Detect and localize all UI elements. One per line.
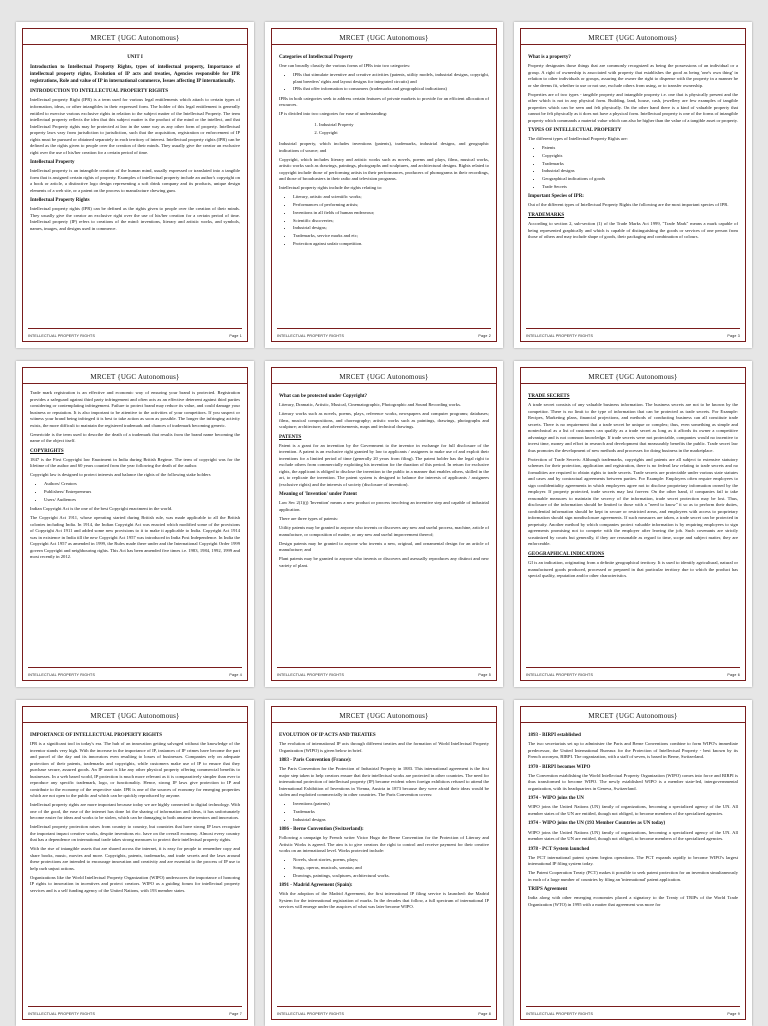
page-header: MRCET {UGC Autonomous}	[90, 373, 180, 381]
section-heading: PATENTS	[279, 434, 302, 440]
list-item: • Authors/ Creators	[44, 481, 240, 488]
paragraph: Law Sec 2(1)(j) 'Invention' means a new product or process involving an inventive step and capable of industrial application.	[279, 500, 489, 512]
page-body	[30, 729, 240, 1001]
paragraph: The Copyright Act 1911, whose operating started during British rule, was made applicable to all the British colonies including India. In 1914, the Indian Copyright Act was enacted which modified some of the provisions of Copyright Act 1911 and added some new provisions to it to make it applicable to India. Copyright Act 1914 was in existence in India till the new Copyright Act 1957 was introduced in India Post Independence. In India the Copyright Act 1957 as amended in 1999, the Rules made there under and the International Copyright Order 1999 govern Copyright and neighbouring rights. This Act has been amended five times i.e. 1983, 1984, 1992, 1999 and most recently in 2012.	[30, 515, 240, 560]
page-border	[520, 367, 746, 681]
section-heading: Introduction to Intellectual Property Rights, types of intellectual property, Importance of intellectual property rights, Evolution of IP acts and treaties, Agencies responsible for IPR registrations, Role and value of IP in international commerce, Issues affecting IP internationally.	[30, 65, 240, 85]
page-border	[520, 706, 746, 1020]
paragraph: Utility patents may be granted to anyone who invents or discovers any new and useful process, machine, article of manufacture, or composition of matter, or any new and useful improvement thereof;	[279, 525, 489, 537]
footer-title: INTELLECTUAL PROPERTY RIGHTS	[28, 673, 96, 677]
page-number: Page 3	[727, 334, 740, 338]
section-heading: 1970 - BIRPI becomes WIPO	[528, 764, 591, 770]
paragraph: Trade mark registration is an effective and economic way of ensuring your brand is protected. Registration provides a safeguard against third party infringement and often acts as an effective deterrent against third parties considering or contemplating infringement. Failure to protect brand may reduce its value, and could damage your business or reputation. It is also important to be attentive to the activities of your competitors. If you suspect or witness your brand being infringed it is best to take action as soon as possible. The longer the infringing activity exists, the more difficult to maintain the registered trademark and chances of trademark becoming generic.	[30, 390, 240, 428]
paragraph: With the adoption of the Madrid Agreement, the first international IP filing service is launched: the Madrid System for the international registration of marks. In the decades that follow, a full spectrum of international IP services will emerge under the auspices of what was later become WIPO.	[279, 891, 489, 910]
paragraph: Genericide is the term used to describe the death of a trademark that results from the brand name becoming the name of the object itself.	[30, 431, 240, 444]
document-page[interactable]	[16, 700, 254, 1026]
header-rule	[272, 44, 496, 45]
section-heading: 1974 - WIPO joins the UN	[528, 796, 584, 802]
footer-title: INTELLECTUAL PROPERTY RIGHTS	[526, 673, 594, 677]
list-item: • Trademarks, service marks and etc;	[293, 233, 489, 240]
document-page[interactable]	[16, 361, 254, 687]
page-body	[528, 390, 738, 662]
paragraph: Out of the different types of Intellectual Property Rights the following are the most important species of IPR.	[528, 202, 729, 208]
section-heading: Intellectual Property Rights	[30, 198, 90, 204]
page-border	[271, 706, 497, 1020]
list-item: • Industrial designs	[293, 817, 489, 824]
header-rule	[272, 383, 496, 384]
page-body	[279, 729, 489, 1001]
paragraph: Property designates those things that are commonly recognized as being the possessions of an individual or a group. A right of ownership is associated with property that establishes the good as being 'one's own thing' in relation to other individuals or groups, assuring the owner the right to dispense with the property in a manner he or she deems fit, whether to use or not use, exclude others from using, or to transfer ownership.	[528, 63, 738, 88]
list-item: • Geographical indications of goods	[542, 176, 738, 183]
section-heading: What is a property?	[528, 55, 571, 60]
paragraph: India along with other emerging economies placed a signatory to the Treaty of TRIPs of the World Trade Organization (WTO) in 1995 with a matter that agreement was more for	[528, 895, 738, 907]
bullet-list	[279, 801, 489, 823]
paragraph: The Paris Convention for the Protection of Industrial Property in 1883. This international agreement is the first major step taken to help creators ensure that their intellectual works are protected in other countries. The need for international protection of intellectual property (IP) became evident when foreign exhibitors refused to attend the International Exhibition of Inventions in Vienna, Austria in 1873 because they were afraid their ideas would be stolen and exploited commercially in other countries. The Paris Convention covers:	[279, 766, 489, 798]
bullet-list	[528, 145, 738, 190]
paragraph: Intellectual property rights (IPR) can be defined as the rights given to people over the creation of their minds. They usually give the creator an exclusive right over the use of his/her creation for a certain period of time. Intellectual property (IP) refers to creations of the mind: inventions, literary and artistic works, and symbols, names, images, and designs used in commerce.	[30, 206, 240, 231]
section-heading: 1891 - Madrid Agreement (Spain):	[279, 883, 353, 889]
page-footer	[277, 667, 491, 677]
footer-title: INTELLECTUAL PROPERTY RIGHTS	[277, 1012, 345, 1016]
page-number: Page 5	[478, 673, 491, 677]
list-item: • Performances of performing artists;	[293, 202, 489, 209]
list-item: • Literary, artistic and scientific works;	[293, 194, 489, 201]
page-number: Page 1	[229, 334, 242, 338]
numbered-list	[279, 122, 489, 136]
page-header: MRCET {UGC Autonomous}	[339, 34, 429, 42]
paragraph: Plant patents may be granted to anyone who invents or discovers and asexually reproduces any distinct and new variety of plant.	[279, 556, 489, 568]
list-item: • IPRs that stimulate inventive and creative activities (patents, utility models, industrial designs, copyright, plant breeders' rights and layout designs for integrated circuits) and	[293, 72, 489, 85]
paragraph: Indian Copyright Act is the one of the best Copyright enactment in the world.	[30, 506, 173, 512]
section-heading: What can be protected under Copyright?	[279, 394, 368, 399]
page-header: MRCET {UGC Autonomous}	[339, 712, 429, 720]
paragraph: Literary, Dramatic, Artistic, Musical, Cinematographic, Photographic and Sound Recording works.	[279, 402, 462, 408]
footer-title: INTELLECTUAL PROPERTY RIGHTS	[277, 673, 345, 677]
section-heading: 1883 - Paris Convention (France):	[279, 758, 352, 764]
page-footer	[526, 328, 740, 338]
paragraph: Copyright, which includes literary and artistic works such as novels, poems and plays, films, musical works, artistic works such as drawings, paintings, photographs and sculptures, and architectural designs. Rights related to copyright include those of performing artists in their performances, producers of phonograms in their recordings, and those of broadcasters in their radio and television programs.	[279, 156, 489, 182]
paragraph: Intellectual property is an intangible creation of the human mind, usually expressed or translated into a tangible form that is assigned certain rights of property. Examples of intellectual property include an author's copyright on a book or article, a distinctive logo design representing a soft drink company and its products, unique design elements of a web site, or a patent on the process to manufacture chewing gum.	[30, 168, 240, 193]
paragraph: Following a campaign by French writer Victor Hugo the Berne Convention for the Protection of Literary and Artistic Works is agreed. The aim is to give creators the right to control and receive payment for their creative works on an international level. Works protected include:	[279, 835, 489, 854]
list-item: • Novels, short stories, poems, plays;	[293, 857, 489, 864]
page-border	[271, 28, 497, 342]
section-heading: INTRODUCTION TO INTELLECTUAL PROPERTY RIGHTS	[30, 89, 169, 95]
page-number: Page 7	[229, 1012, 242, 1016]
paragraph: There are three types of patents:	[279, 515, 339, 521]
paragraph: Copyright law is designed to protect interests and balance the rights of the following stake holders	[30, 472, 211, 478]
paragraph: WIPO joins the United Nations (UN) family of organizations, becoming a specialized agency of the UN. All member states of the UN are entitled, though not obliged, to become members of the specialized agencies.	[528, 804, 738, 816]
page-footer	[28, 1006, 242, 1016]
list-item: • Trademarks	[542, 161, 738, 168]
document-page[interactable]	[16, 22, 254, 348]
paragraph: Intellectual property rights are more important because today we are highly connected to digital technology. With one of the good, the ease of the internet has done lot the sharing of information and ideas, it has unfortunately become easier for ideas and works to be stolen, which can be damaging to both amateur inventors and innovators.	[30, 802, 240, 821]
page-footer	[526, 667, 740, 677]
paragraph: The Convention establishing the World Intellectual Property Organization (WIPO) comes into force and BIRPI is thus transformed to become WIPO. The newly established WIPO is a member state-led, intergovernmental organization, with its headquarters in Geneva, Switzerland.	[528, 772, 738, 791]
paragraph: 1847 is the First Copyright law Enactment in India during British Regime. The term of copyright was for the lifetime of the author and 60 years counted from the year following the death of the author.	[30, 456, 240, 469]
section-heading: TRADEMARKS	[528, 212, 565, 218]
list-item: • Copyrights	[542, 153, 738, 160]
page-body	[30, 51, 240, 323]
header-rule	[23, 722, 247, 723]
section-heading: TRADE SECRETS	[528, 394, 570, 399]
page-number: Page 8	[478, 1012, 491, 1016]
list-item: • Inventions in all fields of human endeavour;	[293, 210, 489, 217]
page-number: Page 2	[478, 334, 491, 338]
page-border	[22, 367, 248, 681]
list-item: • Inventions (patents)	[293, 801, 489, 808]
page-header: MRCET {UGC Autonomous}	[588, 373, 678, 381]
section-heading: 1974 - WIPO joins the UN (193 Member Countries as UN today)	[528, 821, 666, 827]
header-rule	[521, 44, 745, 45]
list-item: • Trade Secrets	[542, 184, 738, 191]
paragraph: The Patent Cooperation Treaty (PCT) makes it possible to seek patent protection for an invention simultaneously in each of a large number of countries by filing an 'international' patent application.	[528, 870, 738, 882]
section-heading: COPYRIGHTS	[30, 448, 64, 454]
paragraph: The evolution of international IP acts through different treaties and the formation of World Intellectual Property Organization (WIPO) is given below in brief.	[279, 741, 489, 753]
list-item: • Patents	[542, 145, 738, 152]
page-body	[279, 51, 489, 323]
paragraph: Properties are of two types - tangible property and intangible property i.e. one that is physically present and the other which is not in any physical form. Building, land, house, cash, jewellery are few examples of tangible properties which can be seen and felt physically. On the other hand there is a kind of valuable property that cannot be felt physically as it does not have a physical form. Intellectual property is one of the forms of intangible property which commands a material value which can also be higher than the value of a tangible asset or property.	[528, 91, 738, 123]
page-footer	[28, 328, 242, 338]
header-rule	[521, 383, 745, 384]
page-body	[30, 390, 240, 662]
document-page[interactable]	[265, 22, 503, 348]
page-border	[22, 706, 248, 1020]
page-footer	[28, 667, 242, 677]
footer-title: INTELLECTUAL PROPERTY RIGHTS	[526, 1012, 594, 1016]
paragraph: Literary works such as novels, poems, plays, reference works, newspapers and computer programs; databases; films, musical compositions, and choreography; artistic works such as paintings, drawings, photographs and sculpture; architecture; and advertisements, maps and technical drawings.	[279, 411, 489, 430]
footer-title: INTELLECTUAL PROPERTY RIGHTS	[526, 334, 594, 338]
list-item: • Drawings, paintings, sculptures, architectural works.	[293, 873, 489, 880]
page-border	[271, 367, 497, 681]
page-number: Page 6	[727, 673, 740, 677]
header-rule	[521, 722, 745, 723]
paragraph: A trade secret consists of any valuable business information. The business secrets are not to be known by the competitor. There is no limit to the type of information that can be protected as trade secrets. For Example: Recipes, Marketing plans, financial projections, and methods of conducting business can all constitute trade secrets. There is no requirement that a trade secret be unique or complex; thus, even something as simple and nontechnical as a list of customers can qualify as a trade secret as long as it affords its owner a competitive advantage and is not common knowledge. If trade secrets were not protectable, companies would no incentive to invest time, money and effort in research and development that measurably benefits the public. Trade secret law thus promotes the development of new methods and processes for doing business in the marketplace.	[528, 402, 738, 453]
section-heading: EVOLUTION OF IP ACTS AND TREATIES	[279, 733, 376, 738]
list-item: • Publishers/ Entrepreneurs	[44, 489, 240, 496]
footer-title: INTELLECTUAL PROPERTY RIGHTS	[28, 334, 96, 338]
document-page[interactable]	[265, 700, 503, 1026]
page-border	[22, 28, 248, 342]
list-item: 1. Industrial Property	[319, 122, 489, 129]
header-rule	[272, 722, 496, 723]
paragraph: With the rise of intangible assets that are shared across the internet, it is easy for people to remember copy and share books, music, movies and more. Copyrights, patents, trademarks, and trade secrets and the laws around these protections are intended to encourage innovation and creativity and are essential to the process of IP use to help curb unjust actions.	[30, 846, 240, 871]
page-number: Page 9	[727, 1012, 740, 1016]
list-item: • Protection against unfair competition.	[293, 241, 489, 248]
bullet-list	[279, 857, 489, 879]
list-item: • Trademarks	[293, 809, 489, 816]
section-heading: TYPES OF INTELLECTUAL PROPERTY	[528, 128, 622, 134]
page-border	[520, 28, 746, 342]
paragraph: Organizations like the World Intellectual Property Organization (WIPO) underscores the importance of honoring IP rights to innovation in incentives and protect creators. WIPO as a guiding forum for intellectual property services and is a self funding agency of the United Nations, with 193 member states.	[30, 874, 240, 893]
section-heading: Categories of Intellectual Property	[279, 55, 353, 60]
paragraph: Protection of Trade Secrets: Although trademarks, copyrights and patents are all subject to extensive statutory schemes for their protection, application and registration, there is no federal law relating to trade secrets and no formalities are required to obtain rights to trade secrets. Trade secrets are protectable under various state statutes and cases and by contractual agreements between parties. For Example: Employers often require employees to sign confidentiality agreements in which employees agree not to disclose proprietary information owned by the employer. If property protected, trade secrets may last forever. On the other hand, if companies fail to take reasonable measures to maintain the secrecy of the information, trade secret protection may be lost. Thus, disclosure of the information should be limited to those with a "need to know" it so as to perform their duties, confidential information should be kept in secure or restricted areas, and employees with access to proprietary information should sign nondisclosure agreements. If such measures are taken, a trade secret can be protected in perpetuity. Another method by which companies protect valuable information is by requiring employees to sign agreements promising not to compete with the employer after leaving the job. Such covenants are strictly scrutinized by courts but generally, if they are reasonable as regard to time, scope and subject matter, they are enforceable.	[528, 456, 738, 547]
section-heading: Meaning of 'Invention' under Patent	[279, 492, 357, 498]
paragraph: The PCT international patent system begins operations. The PCT expands rapidly to become WIPO's largest international IP filing system today.	[528, 854, 738, 867]
section-heading: TRIPS Agreement	[528, 887, 568, 893]
paragraph: Intellectual property rights include the rights relating to:	[279, 185, 383, 191]
page-header: MRCET {UGC Autonomous}	[339, 373, 429, 381]
list-item: • IPRs that offer information to consumers (trademarks and geographical indications)	[293, 86, 489, 93]
paragraph: IP is divided into two categories for ease of understanding:	[279, 111, 388, 117]
paragraph: According to section 2, sub-section (1) of the Trade Marks Act 1999, "Trade Mark" means a mark capable of being represented graphically and which is capable of distinguishing the goods or services of one person from those of others and may include shape of goods, their packaging and combination of colours.	[528, 221, 738, 240]
section-heading: Intellectual Property	[30, 160, 75, 166]
document-page[interactable]	[265, 361, 503, 687]
list-item: • Users/ Audiences	[44, 497, 240, 504]
paragraph: Industrial property, which includes inventions (patents), trademarks, industrial designs, and geographic indications of source; and	[279, 141, 489, 153]
page-body	[279, 390, 489, 662]
paragraph: The different types of Intellectual Property Rights are:	[528, 136, 628, 142]
page-footer	[277, 1006, 491, 1016]
paragraph: GI is an indication, originating from a definite geographical territory. It is used to identify agricultural, natural or manufactured goods produced, processed or prepared in that particular territory due to which the product has special quality, reputation and/or other characteristics.	[528, 560, 738, 579]
list-item: • Industrial designs	[542, 168, 738, 175]
page-footer	[526, 1006, 740, 1016]
bullet-list	[30, 481, 240, 503]
section-heading: Important Species of IPR:	[528, 194, 584, 200]
page-header: MRCET {UGC Autonomous}	[588, 34, 678, 42]
list-item: • Songs, operas, musicals, sonatas; and	[293, 865, 489, 872]
section-heading: 1886 - Berne Convention (Switzerland):	[279, 827, 364, 833]
section-heading: GEOGRAPHICAL INDICATIONS	[528, 551, 605, 557]
paragraph: One can broadly classify the various forms of IPRs into two categories:	[279, 63, 411, 69]
list-item: 2. Copyright	[319, 130, 489, 137]
document-page[interactable]	[514, 22, 752, 348]
paragraph: The two secretariats set up to administer the Paris and Berne Conventions combine to form WIPO's immediate predecessor, the United International Bureaux for the Protection of Intellectual Property - best known by its French acronym, BIRPI. The organization, with a staff of seven, is based in Berne, Switzerland.	[528, 741, 738, 760]
section-heading: IMPORTANCE OF INTELLECTUAL PROPERTY RIGHTS	[30, 733, 162, 738]
page-header: MRCET {UGC Autonomous}	[90, 712, 180, 720]
page-header: MRCET {UGC Autonomous}	[90, 34, 180, 42]
list-item: • Scientific discoveries;	[293, 218, 489, 225]
list-item: • Industrial designs;	[293, 225, 489, 232]
section-heading: UNIT I	[127, 55, 143, 60]
paragraph: Intellectual property Right (IPR) is a term used for various legal entitlements which attach to certain types of information, ideas, or other intangibles in their expressed form. The holder of this legal entitlement is generally entitled to exercise various exclusive rights in relation to the subject matter of the Intellectual Property. The term intellectual property reflects the idea that this subject matter is the product of the mind or the intellect, and that Intellectual Property rights may be protected at law in the same way as any other form of property. Intellectual property laws vary from jurisdiction to jurisdiction, such that the acquisition, registration or enforcement of IP rights must be pursued or obtained separately in each territory of interest. Intellectual property rights (IPR) can be defined as the rights given to people over the creation of their minds. They usually give the creator an exclusive right over the use of his/her creation for a certain period of time.	[30, 97, 240, 155]
page-body	[528, 729, 738, 1001]
bullet-list	[279, 194, 489, 247]
header-rule	[23, 383, 247, 384]
footer-title: INTELLECTUAL PROPERTY RIGHTS	[277, 334, 345, 338]
paragraph: IPR is a significant tool in today's era. The hub of an innovation getting salvaged without the knowledge of the inventor stands very high. With the increase in the importance of IP, instances of IP crimes have become the part and parcel of the day and its innovators even resulting to losses of businesses. Companies rely on adequate protection of their patents, trademarks and copyrights, while customers make use of IP to ensure that they purchase secure, assured goods. An IP asset is like any other physical property offering commercial benefits to businesses. In a web based world, IP protection is much more relevant as it is comparatively simpler than ever to reproduce any specific trademark, logo, or functionality. Hence, strong IP laws give protection to IP and contribute to the economy of the respective state. IPR is one of the sources of economy for emerging properties which are not open to the public and which can be quickly reproduced by anyone.	[30, 741, 240, 799]
paragraph: Patent is a grant for an invention by the Government to the inventor in exchange for full disclosure of the invention. A patent is an exclusive right granted by law to applicants / assignees to make use of and exploit their inventions for a limited period of time (generally 20 years from filing). The patent holder has the legal right to exclude others from commercially exploiting his invention for the duration of this period. In return for exclusive rights, the applicant is obliged to disclose the invention to the public in a manner that enables others, skilled in the art, to replicate the invention. The patent system is designed to balance the interests of applicants / assignees (exclusive rights) and the interests of society (disclosure of invention).	[279, 442, 489, 487]
section-heading: 1893 - BIRPI established	[528, 733, 581, 738]
bullet-list	[279, 72, 489, 93]
page-header: MRCET {UGC Autonomous}	[588, 712, 678, 720]
page-footer	[277, 328, 491, 338]
paragraph: Design patents may be granted to anyone who invents a new, original, and ornamental design for an article of manufacture; and	[279, 540, 489, 553]
paragraph: IPRs in both categories seek to address certain features of private markets to provide for an efficient allocation of resources.	[279, 95, 489, 108]
page-number: Page 4	[229, 673, 242, 677]
section-heading: 1978 - PCT System launched	[528, 846, 590, 852]
document-page[interactable]	[514, 361, 752, 687]
page-body	[528, 51, 738, 323]
footer-title: INTELLECTUAL PROPERTY RIGHTS	[28, 1012, 96, 1016]
header-rule	[23, 44, 247, 45]
paragraph: WIPO joins the United Nations (UN) family of organizations, becoming a specialized agency of the UN. All member states of the UN are entitled, though not obliged, to become members of the specialized agencies.	[528, 829, 738, 842]
paragraph: Intellectual property protection raises from country to country, but countries that have strong IP laws recognize the important impact creative works, despite inventions etc. have on the overall economy. Almost every country that has a dependence on international trade takes strong measures to protect their intellectual property rights.	[30, 824, 240, 843]
document-page[interactable]	[514, 700, 752, 1026]
